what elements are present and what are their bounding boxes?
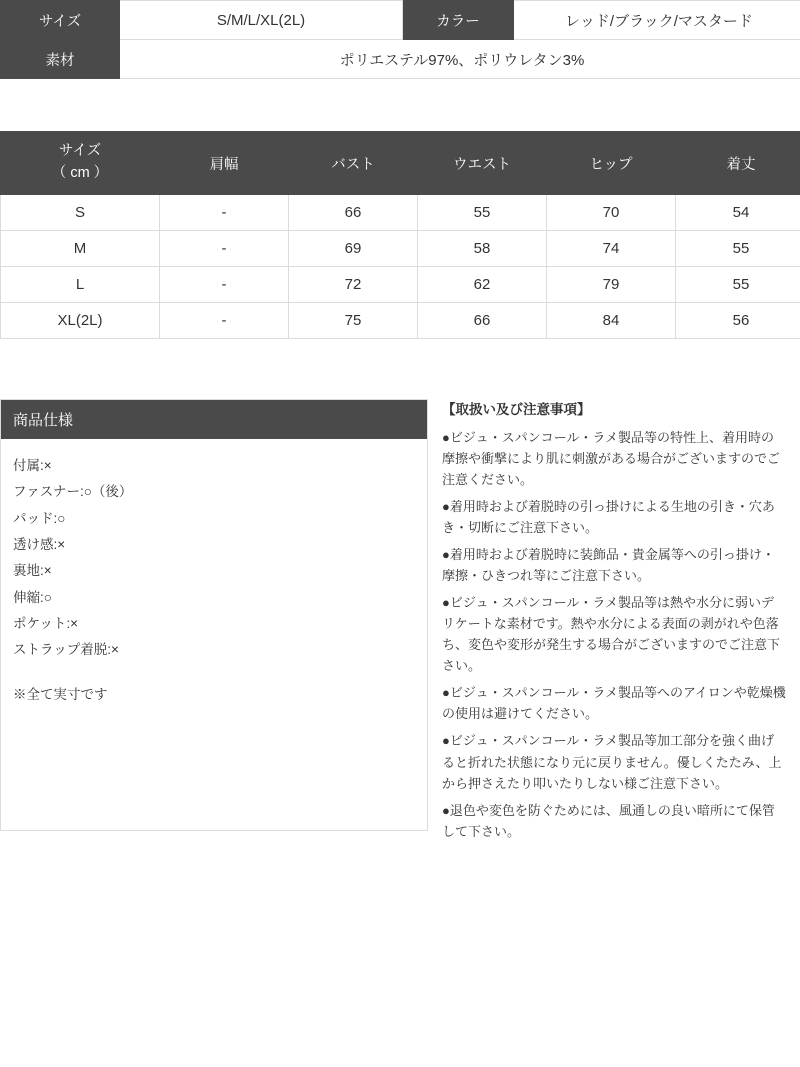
size-cell: 66	[289, 195, 418, 231]
list-item: 裏地:×	[13, 563, 52, 579]
size-cell: 70	[547, 195, 676, 231]
spec-value-material: ポリエステル97%、ポリウレタン3%	[120, 40, 800, 79]
size-cell: 84	[547, 303, 676, 339]
size-cell: XL(2L)	[1, 303, 160, 339]
size-chart-table	[0, 131, 800, 339]
care-notice-item: ●ビジュ・スパンコール・ラメ製品等へのアイロンや乾燥機の使用は避けてください。	[442, 685, 786, 722]
size-cell: 55	[418, 195, 547, 231]
size-chart-col-shoulder: 肩幅	[160, 132, 289, 195]
table-row	[1, 40, 800, 79]
size-chart-col-size-line2: （ cm ）	[51, 165, 109, 181]
size-cell: 55	[676, 267, 800, 303]
list-item: ファスナー:○（後）	[13, 484, 133, 500]
product-spec-body	[1, 439, 427, 726]
product-spec-note: ※全て実寸です	[13, 686, 108, 702]
spec-value-color: レッド/ブラック/マスタード	[514, 1, 800, 40]
table-row	[1, 195, 800, 231]
size-cell: 58	[418, 231, 547, 267]
product-spec-title: 商品仕様	[1, 400, 427, 439]
table-row	[1, 303, 800, 339]
table-row	[1, 231, 800, 267]
size-cell: -	[160, 195, 289, 231]
size-chart-col-size	[1, 132, 160, 195]
size-cell: 66	[418, 303, 547, 339]
product-spec-box	[0, 399, 428, 831]
list-item: ストラップ着脱:×	[13, 642, 119, 658]
care-notice-item: ●ビジュ・スパンコール・ラメ製品等の特性上、着用時の摩擦や衝撃により肌に刺激がある場合がございますのでご注意ください。	[442, 429, 781, 487]
size-cell: -	[160, 231, 289, 267]
size-cell: 75	[289, 303, 418, 339]
size-cell: 55	[676, 231, 800, 267]
size-chart-section	[0, 131, 800, 339]
size-chart-col-bust: バスト	[289, 132, 418, 195]
care-notice-item: ●着用時および着脱時に装飾品・貴金属等への引っ掛け・摩擦・ひきつれ等にご注意下さい。	[442, 547, 775, 584]
size-chart-col-waist: ウエスト	[418, 132, 547, 195]
list-item: 付属:×	[13, 458, 52, 473]
size-cell: 54	[676, 195, 800, 231]
size-cell: -	[160, 267, 289, 303]
size-cell: 62	[418, 267, 547, 303]
care-notice-item: ●退色や変色を防ぐためには、風通しの良い暗所にて保管して下さい。	[442, 802, 775, 839]
list-item: 透け感:×	[13, 536, 66, 552]
care-notice-block	[442, 399, 786, 848]
list-item: 伸縮:○	[13, 589, 52, 605]
care-notice-item: ●ビジュ・スパンコール・ラメ製品等は熱や水分に弱いデリケートな素材です。熱や水分による表面の剥がれや色落ち、変色や変形が発生する場合がございますのでご注意下さい。	[442, 595, 781, 674]
list-item: パッド:○	[13, 510, 66, 526]
spec-label-size: サイズ	[1, 1, 120, 40]
spec-label-material: 素材	[1, 40, 120, 79]
spec-label-color: カラー	[403, 1, 514, 40]
care-notice-item: ●ビジュ・スパンコール・ラメ製品等加工部分を強く曲げると折れた状態になり元に戻りません。優しくたたみ、上から押さえたり叩いたりしない様ご注意下さい。	[442, 733, 782, 791]
size-cell: -	[160, 303, 289, 339]
table-row	[1, 1, 800, 40]
size-cell: 56	[676, 303, 800, 339]
size-cell: S	[1, 195, 160, 231]
table-row	[1, 267, 800, 303]
size-cell: 72	[289, 267, 418, 303]
size-cell: 74	[547, 231, 676, 267]
care-notice-title: 【取扱い及び注意事項】	[442, 402, 591, 417]
care-notice-item: ●着用時および着脱時の引っ掛けによる生地の引き・穴あき・切断にご注意下さい。	[442, 499, 775, 536]
size-cell: L	[1, 267, 160, 303]
size-cell: 79	[547, 267, 676, 303]
size-chart-header-row	[1, 132, 800, 195]
detail-lower-section	[0, 399, 800, 848]
size-chart-col-length: 着丈	[676, 132, 800, 195]
size-cell: 69	[289, 231, 418, 267]
size-chart-col-hip: ヒップ	[547, 132, 676, 195]
spec-value-size: S/M/L/XL(2L)	[120, 1, 403, 40]
size-chart-col-size-line1: サイズ	[58, 143, 102, 160]
spec-summary-table	[0, 0, 800, 79]
list-item: ポケット:×	[13, 615, 78, 631]
size-cell: M	[1, 231, 160, 267]
